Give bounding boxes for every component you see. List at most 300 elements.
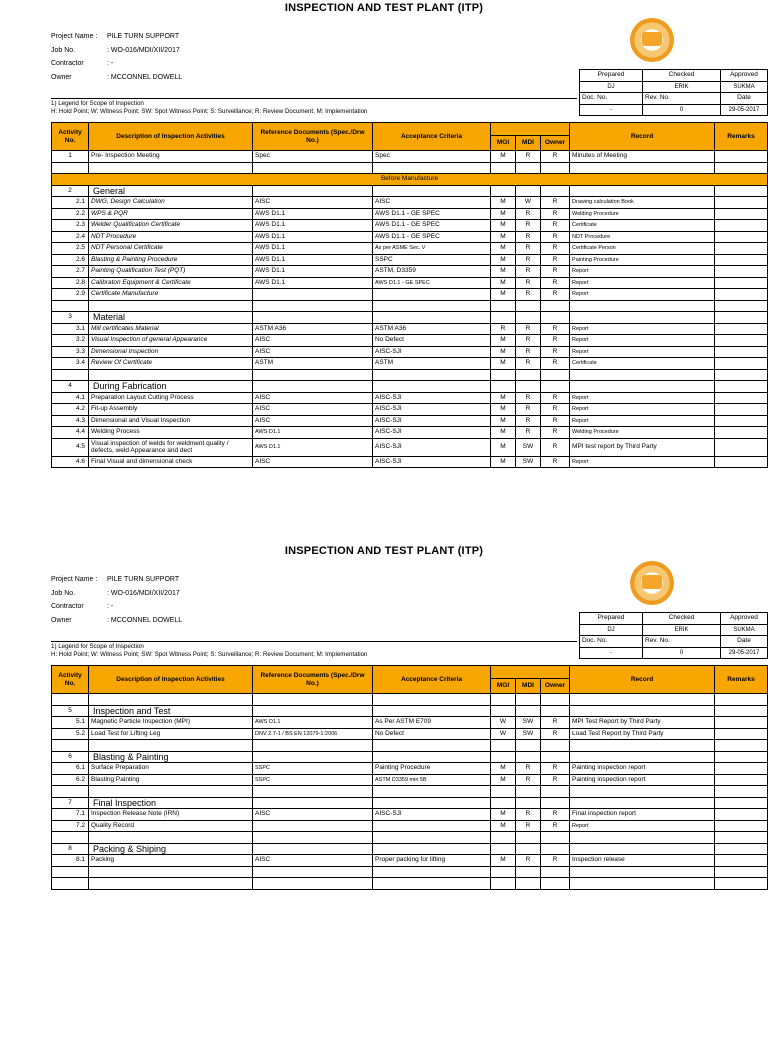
- signoff-row: [580, 81, 768, 93]
- empty-cell: [516, 162, 541, 174]
- empty-cell: [715, 162, 768, 174]
- empty-cell: [570, 797, 715, 809]
- empty-cell: [570, 369, 715, 381]
- empty-cell: [715, 843, 768, 855]
- activity-number: 4.3: [52, 415, 89, 427]
- signoff-cell: Prepared: [580, 70, 643, 82]
- project-info-value: PILE TURN SUPPORT: [107, 576, 180, 583]
- empty-cell: [516, 866, 541, 878]
- signoff-cell: Rev. No.: [643, 636, 721, 648]
- blank-row: [52, 832, 768, 844]
- empty-cell: [541, 312, 570, 324]
- section-title: Final Inspection: [89, 797, 253, 809]
- header-acceptance-criteria: Acceptance Criteria: [373, 123, 491, 151]
- scope-mdi: R: [516, 415, 541, 427]
- empty-cell: [373, 797, 491, 809]
- acceptance-criteria: AISC: [373, 197, 491, 209]
- activity-number: 7.1: [52, 809, 89, 821]
- remarks-cell: [715, 728, 768, 740]
- record: Painting inspection report: [570, 774, 715, 786]
- scope-owner: R: [541, 197, 570, 209]
- scope-mgi: M: [491, 774, 516, 786]
- header-description: Description of Inspection Activities: [89, 123, 253, 151]
- empty-cell: [516, 694, 541, 706]
- empty-cell: [253, 694, 373, 706]
- empty-cell: [715, 185, 768, 197]
- scope-owner: R: [541, 427, 570, 439]
- activity-description: Blasting & Painting Procedure: [89, 254, 253, 266]
- signoff-cell: DJ: [580, 624, 643, 636]
- empty-cell: [570, 786, 715, 798]
- table-row: [52, 456, 768, 468]
- empty-cell: [570, 185, 715, 197]
- empty-cell: [570, 740, 715, 752]
- section-row: [52, 705, 768, 717]
- section-number: 4: [52, 381, 89, 393]
- empty-cell: [373, 369, 491, 381]
- reference-document: [253, 289, 373, 301]
- section-title: During Fabrication: [89, 381, 253, 393]
- scope-mdi: R: [516, 809, 541, 821]
- scope-owner: R: [541, 456, 570, 468]
- signoff-cell: Doc. No.: [580, 636, 643, 648]
- acceptance-criteria: AISC-SJI: [373, 346, 491, 358]
- activity-number: 1: [52, 151, 89, 163]
- empty-cell: [715, 740, 768, 752]
- empty-cell: [516, 300, 541, 312]
- legend: [51, 98, 577, 116]
- scope-owner: R: [541, 774, 570, 786]
- reference-document: [253, 820, 373, 832]
- scope-owner: R: [541, 208, 570, 220]
- empty-cell: [491, 300, 516, 312]
- acceptance-criteria: AWS D1.1 - GE SPEC: [373, 208, 491, 220]
- remarks-cell: [715, 855, 768, 867]
- project-info-value: : MCCONNEL DOWELL: [107, 73, 183, 81]
- empty-cell: [541, 162, 570, 174]
- scope-mgi: M: [491, 231, 516, 243]
- header-scope-blank: [491, 666, 570, 679]
- project-info: [51, 573, 351, 627]
- empty-cell: [373, 381, 491, 393]
- empty-cell: [253, 162, 373, 174]
- scope-owner: R: [541, 404, 570, 416]
- empty-cell: [89, 740, 253, 752]
- scope-owner: R: [541, 820, 570, 832]
- header-activity-no: Activity No.: [52, 666, 89, 694]
- signoff-cell: Date: [721, 93, 768, 105]
- activity-description: Dimensional and Visual Inspection: [89, 415, 253, 427]
- empty-cell: [715, 786, 768, 798]
- empty-cell: [52, 740, 89, 752]
- table-row: [52, 323, 768, 335]
- signoff-cell: Date: [721, 636, 768, 648]
- activity-description: Preparation Layout Cutting Process: [89, 392, 253, 404]
- project-info-label: Job No.: [51, 589, 76, 597]
- scope-mdi: R: [516, 231, 541, 243]
- legend-line: 1) Legend for Scope of Inspection: [51, 100, 144, 107]
- reference-document: AWS D1.1: [253, 427, 373, 439]
- empty-cell: [491, 832, 516, 844]
- activity-number: 4.4: [52, 427, 89, 439]
- reference-document: AWS D1.1: [253, 277, 373, 289]
- acceptance-criteria: ASTM D3359 min 5B: [373, 774, 491, 786]
- empty-cell: [541, 786, 570, 798]
- scope-mgi: R: [491, 323, 516, 335]
- legend: [51, 641, 577, 659]
- empty-cell: [89, 694, 253, 706]
- reference-document: ASTM: [253, 358, 373, 370]
- activity-number: 6.1: [52, 763, 89, 775]
- activity-number: 3.4: [52, 358, 89, 370]
- activity-description: Painting Qualification Test (PQT): [89, 266, 253, 278]
- scope-mdi: R: [516, 820, 541, 832]
- empty-cell: [516, 843, 541, 855]
- blank-row: [52, 866, 768, 878]
- company-logo-icon: [630, 561, 674, 605]
- empty-cell: [89, 300, 253, 312]
- empty-cell: [253, 740, 373, 752]
- table-row: [52, 855, 768, 867]
- empty-cell: [715, 300, 768, 312]
- empty-cell: [491, 866, 516, 878]
- remarks-cell: [715, 820, 768, 832]
- signoff-row: [580, 624, 768, 636]
- remarks-cell: [715, 717, 768, 729]
- empty-cell: [373, 312, 491, 324]
- activity-number: 2.8: [52, 277, 89, 289]
- header-owner: Owner: [541, 136, 570, 151]
- project-info: [51, 30, 351, 84]
- scope-mdi: R: [516, 335, 541, 347]
- scope-mgi: M: [491, 763, 516, 775]
- section-title: Inspection and Test: [89, 705, 253, 717]
- project-info-row: [51, 614, 351, 628]
- empty-cell: [373, 705, 491, 717]
- phase-band-row: [52, 174, 768, 186]
- record: Minutes of Meeting: [570, 151, 715, 163]
- remarks-cell: [715, 243, 768, 255]
- project-info-value: : WO-016/MDI/XII/2017: [107, 589, 180, 597]
- table-row: [52, 404, 768, 416]
- signoff-cell: -: [580, 104, 643, 116]
- header-mdi: MDI: [516, 679, 541, 694]
- remarks-cell: [715, 427, 768, 439]
- scope-mgi: M: [491, 220, 516, 232]
- empty-cell: [491, 843, 516, 855]
- signoff-row: [580, 70, 768, 82]
- empty-cell: [491, 751, 516, 763]
- scope-owner: R: [541, 346, 570, 358]
- empty-cell: [715, 381, 768, 393]
- empty-cell: [715, 694, 768, 706]
- scope-owner: R: [541, 855, 570, 867]
- company-logo-icon: [630, 18, 674, 62]
- empty-cell: [52, 786, 89, 798]
- scope-mgi: M: [491, 415, 516, 427]
- project-info-row: [51, 587, 351, 601]
- empty-cell: [541, 878, 570, 890]
- empty-cell: [89, 786, 253, 798]
- record: Report: [570, 820, 715, 832]
- scope-mgi: W: [491, 717, 516, 729]
- remarks-cell: [715, 763, 768, 775]
- header-owner: Owner: [541, 679, 570, 694]
- remarks-cell: [715, 254, 768, 266]
- scope-mdi: R: [516, 358, 541, 370]
- activity-description: WPS & PQR: [89, 208, 253, 220]
- reference-document: AWS D1.1: [253, 266, 373, 278]
- acceptance-criteria: AISC-SJI: [373, 415, 491, 427]
- scope-mgi: M: [491, 277, 516, 289]
- empty-cell: [52, 369, 89, 381]
- remarks-cell: [715, 231, 768, 243]
- table-row: [52, 820, 768, 832]
- empty-cell: [516, 878, 541, 890]
- signoff-table: [579, 69, 768, 116]
- acceptance-criteria: AISC-SJI: [373, 809, 491, 821]
- remarks-cell: [715, 809, 768, 821]
- blank-row: [52, 878, 768, 890]
- reference-document: AISC: [253, 855, 373, 867]
- activity-number: 2.5: [52, 243, 89, 255]
- empty-cell: [570, 300, 715, 312]
- empty-cell: [516, 705, 541, 717]
- activity-number: 5.2: [52, 728, 89, 740]
- remarks-cell: [715, 197, 768, 209]
- table-row: [52, 728, 768, 740]
- signoff-cell: Checked: [643, 70, 721, 82]
- scope-owner: R: [541, 763, 570, 775]
- reference-document: SSPC: [253, 774, 373, 786]
- signoff-cell: ERIK: [643, 81, 721, 93]
- empty-cell: [52, 694, 89, 706]
- reference-document: AWS D1.1: [253, 254, 373, 266]
- blank-row: [52, 694, 768, 706]
- signoff-row: [580, 613, 768, 625]
- table-row: [52, 335, 768, 347]
- empty-cell: [570, 878, 715, 890]
- acceptance-criteria: Spec: [373, 151, 491, 163]
- empty-cell: [715, 832, 768, 844]
- activity-description: Calibraton Equipment & Certificate: [89, 277, 253, 289]
- scope-owner: R: [541, 358, 570, 370]
- scope-mdi: SW: [516, 456, 541, 468]
- scope-mgi: M: [491, 427, 516, 439]
- empty-cell: [516, 381, 541, 393]
- empty-cell: [570, 751, 715, 763]
- signoff-cell: 0: [643, 104, 721, 116]
- scope-mdi: R: [516, 323, 541, 335]
- scope-mgi: M: [491, 404, 516, 416]
- table-row: [52, 151, 768, 163]
- reference-document: AISC: [253, 392, 373, 404]
- empty-cell: [516, 740, 541, 752]
- section-number: 3: [52, 312, 89, 324]
- scope-mdi: R: [516, 277, 541, 289]
- empty-cell: [491, 694, 516, 706]
- blank-row: [52, 300, 768, 312]
- header-record: Record: [570, 666, 715, 694]
- section-row: [52, 751, 768, 763]
- scope-owner: R: [541, 277, 570, 289]
- scope-owner: R: [541, 254, 570, 266]
- itp-sheet: [0, 543, 768, 1063]
- acceptance-criteria: AWS D1.1 - GE SPEC: [373, 220, 491, 232]
- table-header-row: [52, 666, 768, 679]
- scope-mdi: R: [516, 151, 541, 163]
- acceptance-criteria: Painting Procedure: [373, 763, 491, 775]
- acceptance-criteria: AISC-SJI: [373, 392, 491, 404]
- record: Welding Procedure: [570, 208, 715, 220]
- activity-description: Review Of Certificate: [89, 358, 253, 370]
- acceptance-criteria: [373, 820, 491, 832]
- legend-line: H: Hold Point; W: Witness Point; SW: Spot Witness Point; S: Surveillance; R: Review Document; M: Implementation: [51, 108, 368, 115]
- signoff-cell: 29-05-2017: [721, 104, 768, 116]
- project-info-value: PILE TURN SUPPORT: [107, 33, 180, 40]
- activity-description: Dimensional Inspection: [89, 346, 253, 358]
- empty-cell: [541, 797, 570, 809]
- blank-row: [52, 162, 768, 174]
- empty-cell: [570, 866, 715, 878]
- section-row: [52, 797, 768, 809]
- empty-cell: [491, 705, 516, 717]
- activity-description: NDT Procedure: [89, 231, 253, 243]
- reference-document: AISC: [253, 809, 373, 821]
- section-row: [52, 185, 768, 197]
- scope-mdi: SW: [516, 728, 541, 740]
- record: Certificate: [570, 220, 715, 232]
- table-row: [52, 208, 768, 220]
- empty-cell: [541, 832, 570, 844]
- scope-mgi: M: [491, 820, 516, 832]
- empty-cell: [715, 866, 768, 878]
- signoff-cell: Approved: [721, 613, 768, 625]
- section-number: 5: [52, 705, 89, 717]
- record: Report: [570, 277, 715, 289]
- record: Report: [570, 392, 715, 404]
- record: NDT Procedure: [570, 231, 715, 243]
- empty-cell: [253, 381, 373, 393]
- empty-cell: [89, 832, 253, 844]
- activity-description: Load Test for Lifting Leg: [89, 728, 253, 740]
- activity-description: Welder Qualification Certificate: [89, 220, 253, 232]
- project-info-label: Project Name :: [51, 33, 98, 40]
- record: Final inspection report: [570, 809, 715, 821]
- empty-cell: [715, 797, 768, 809]
- empty-cell: [253, 797, 373, 809]
- section-title: Blasting & Painting: [89, 751, 253, 763]
- scope-mgi: M: [491, 855, 516, 867]
- scope-mgi: M: [491, 208, 516, 220]
- signoff-cell: Prepared: [580, 613, 643, 625]
- empty-cell: [516, 832, 541, 844]
- activity-description: Certificate Manufacture: [89, 289, 253, 301]
- acceptance-criteria: As Per ASTM E709: [373, 717, 491, 729]
- table-row: [52, 254, 768, 266]
- inspection-table: [51, 665, 768, 890]
- acceptance-criteria: ASTM A36: [373, 323, 491, 335]
- activity-number: 2.1: [52, 197, 89, 209]
- signoff-row: [580, 93, 768, 105]
- scope-owner: R: [541, 335, 570, 347]
- scope-mgi: M: [491, 438, 516, 456]
- signoff-row: [580, 636, 768, 648]
- empty-cell: [516, 185, 541, 197]
- inspection-table: [51, 122, 768, 468]
- acceptance-criteria: AWS D1.1 - GE SPEC: [373, 277, 491, 289]
- signoff-cell: 29-05-2017: [721, 647, 768, 659]
- activity-number: 2.2: [52, 208, 89, 220]
- activity-description: Surface Preparation: [89, 763, 253, 775]
- empty-cell: [541, 300, 570, 312]
- activity-description: Final Visual and dimensional check: [89, 456, 253, 468]
- empty-cell: [491, 185, 516, 197]
- empty-cell: [570, 162, 715, 174]
- scope-owner: R: [541, 231, 570, 243]
- activity-description: Fit-up Assembly: [89, 404, 253, 416]
- document-title: INSPECTION AND TEST PLANT (ITP): [284, 2, 484, 14]
- section-number: 7: [52, 797, 89, 809]
- record: Report: [570, 415, 715, 427]
- table-header-row: [52, 123, 768, 136]
- scope-owner: R: [541, 717, 570, 729]
- scope-mdi: R: [516, 346, 541, 358]
- remarks-cell: [715, 774, 768, 786]
- scope-owner: R: [541, 415, 570, 427]
- document-title: INSPECTION AND TEST PLANT (ITP): [284, 545, 484, 557]
- section-number: 6: [52, 751, 89, 763]
- activity-number: 4.5: [52, 438, 89, 456]
- reference-document: ASTM A36: [253, 323, 373, 335]
- section-row: [52, 381, 768, 393]
- activity-description: Magnetic Particle Inspection (MPI): [89, 717, 253, 729]
- empty-cell: [373, 694, 491, 706]
- remarks-cell: [715, 346, 768, 358]
- remarks-cell: [715, 208, 768, 220]
- remarks-cell: [715, 456, 768, 468]
- empty-cell: [253, 312, 373, 324]
- project-info-label: Contractor: [51, 60, 84, 67]
- record: Welding Procedure: [570, 427, 715, 439]
- empty-cell: [52, 832, 89, 844]
- acceptance-criteria: AWS D1.1 - GE SPEC: [373, 231, 491, 243]
- empty-cell: [373, 866, 491, 878]
- project-info-label: Contractor: [51, 603, 84, 610]
- empty-cell: [570, 312, 715, 324]
- signoff-row: [580, 647, 768, 659]
- empty-cell: [491, 312, 516, 324]
- remarks-cell: [715, 392, 768, 404]
- empty-cell: [491, 381, 516, 393]
- remarks-cell: [715, 220, 768, 232]
- remarks-cell: [715, 404, 768, 416]
- empty-cell: [373, 832, 491, 844]
- project-info-row: [51, 30, 351, 44]
- section-title: Material: [89, 312, 253, 324]
- table-row: [52, 809, 768, 821]
- empty-cell: [570, 694, 715, 706]
- scope-mdi: R: [516, 220, 541, 232]
- empty-cell: [253, 832, 373, 844]
- phase-band-label: Before Manufacture: [52, 174, 768, 186]
- record: Drawing calculation Book: [570, 197, 715, 209]
- project-info-value: : -: [107, 60, 114, 67]
- signoff-row: [580, 104, 768, 116]
- project-info-row: [51, 573, 351, 587]
- empty-cell: [541, 751, 570, 763]
- scope-mgi: M: [491, 243, 516, 255]
